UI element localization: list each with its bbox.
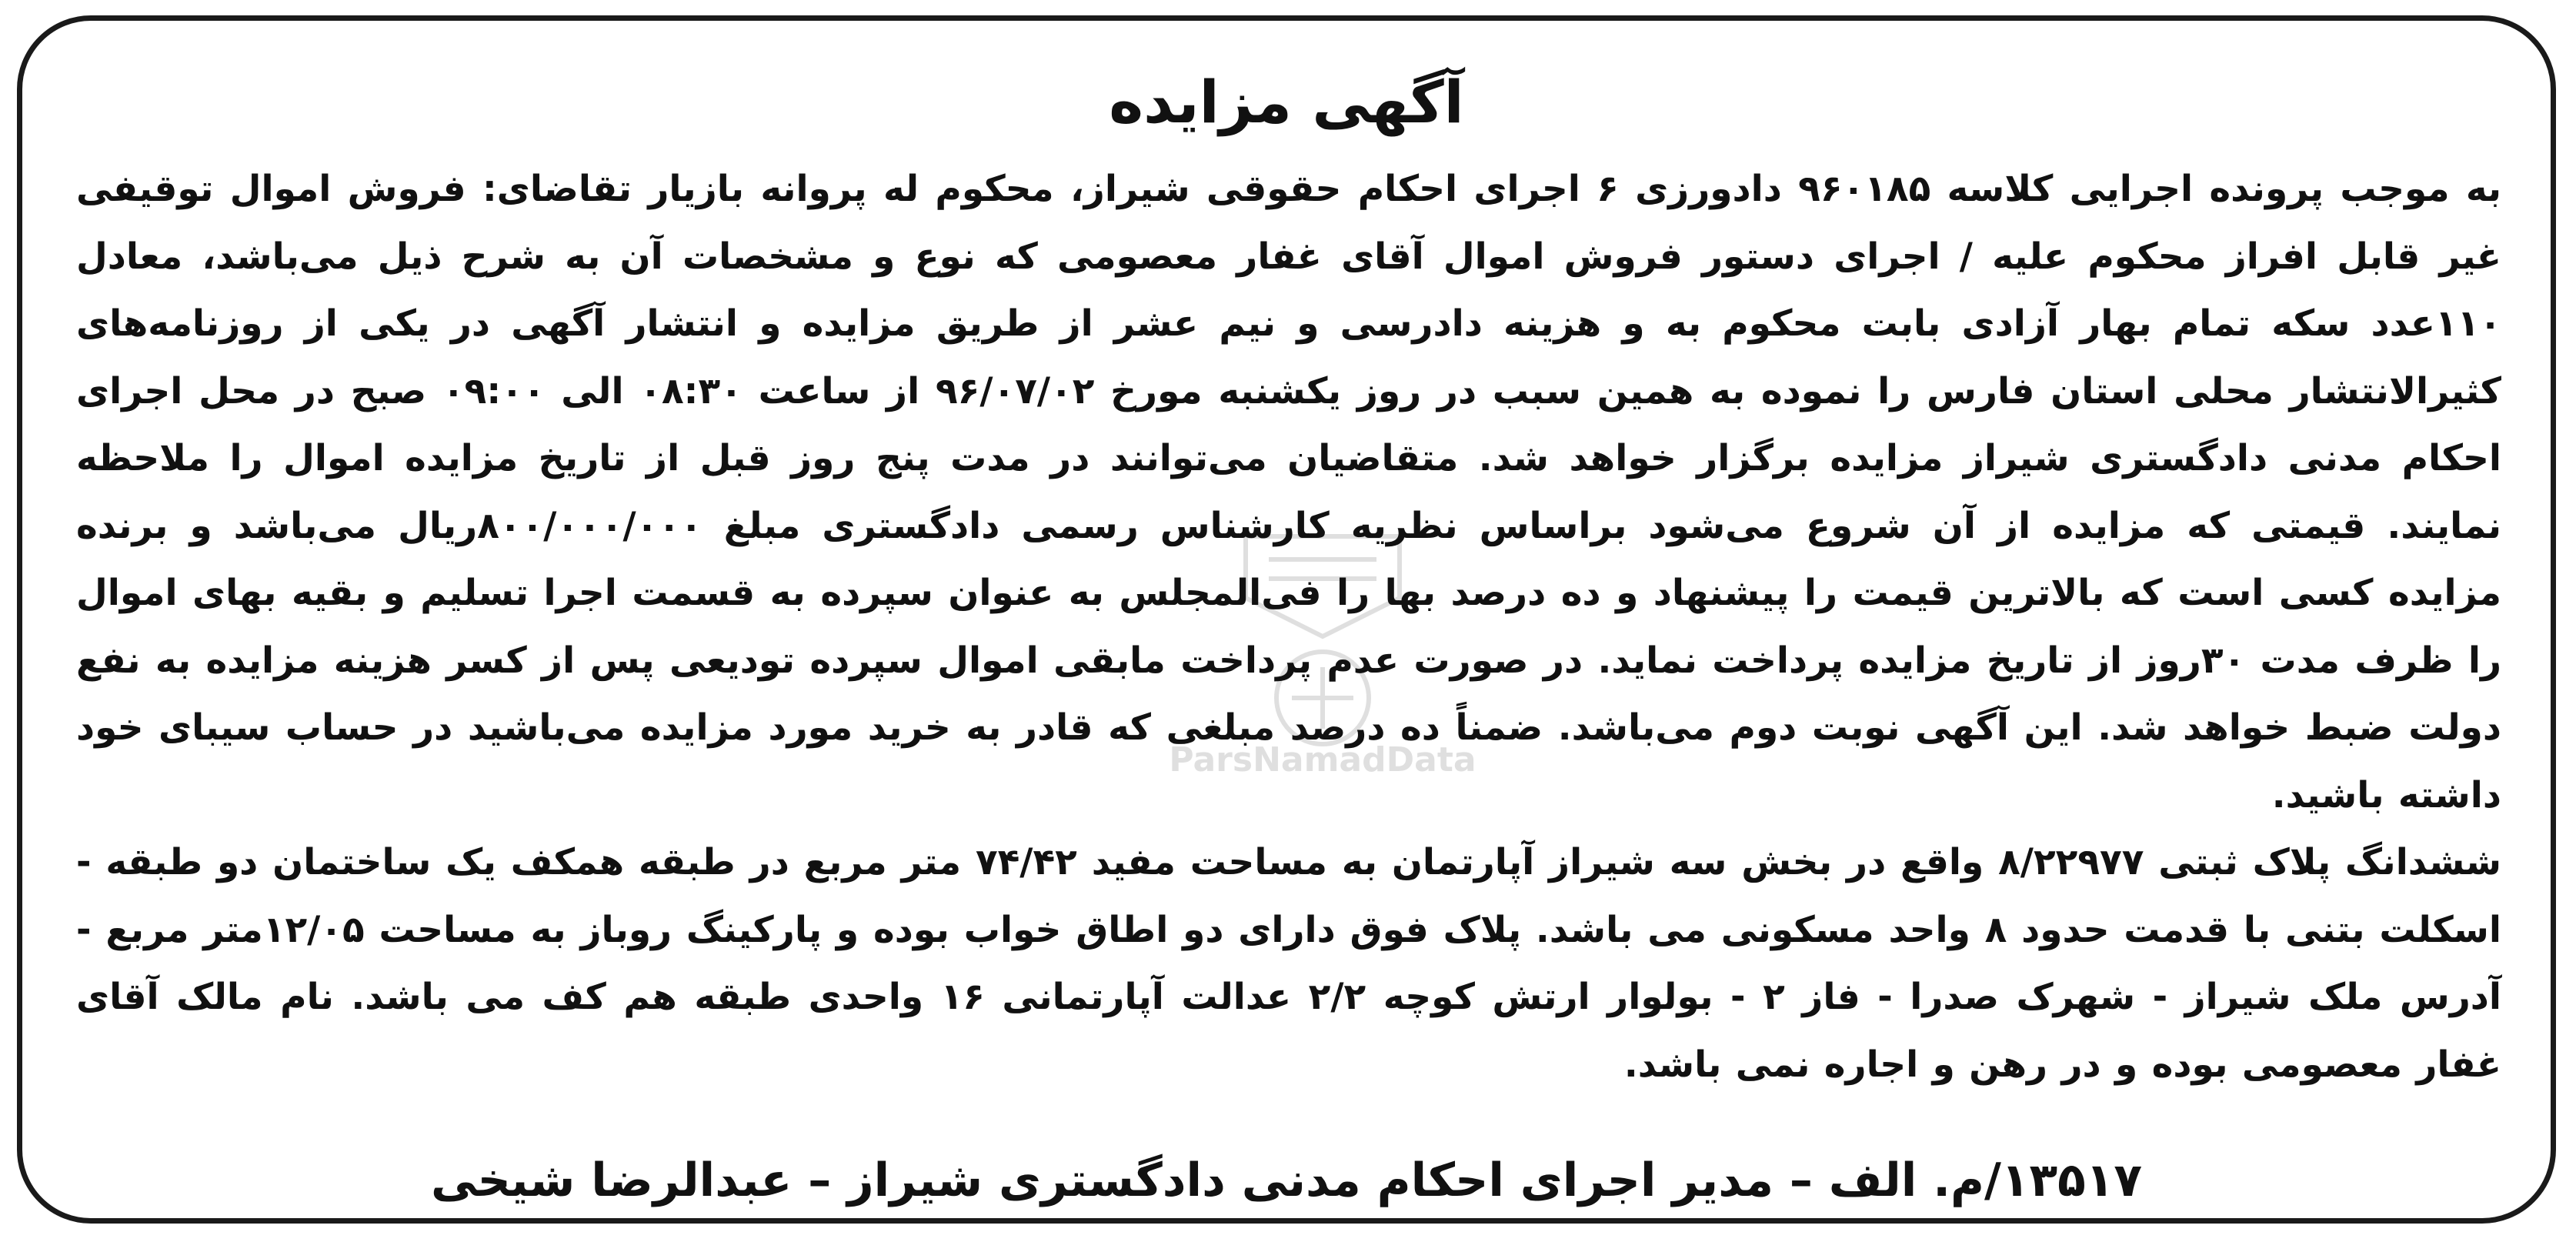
notice-body <box>76 155 2501 1098</box>
notice-paragraph-property-description: ششدانگ پلاک ثبتی ۸/۲۲۹۷۷ واقع در بخش سه شیراز آپارتمان به مساحت مفید ۷۴/۴۲ متر مربع در طبقه همکف یک ساختمان دو طبقه - اسکلت بتنی با قدمت حدود ۸ واحد مسکونی می باشد. پلاک فوق دارای دو اطاق خواب بوده و پارکینگ روباز به مساحت ۱۲/۰۵متر مربع - آدرس ملک شیراز - شهرک صدرا - فاز ۲ - بولوار ارتش کوچه ۲/۲ عدالت آپارتمانی ۱۶ واحدی طبقه هم کف می باشد. نام مالک آقای غفار معصومی بوده و در رهن و اجاره نمی باشد. <box>76 841 2502 1086</box>
notice-footer-signature: ۱۳۵۱۷/م. الف – مدیر اجرای احکام مدنی دادگستری شیراز – عبدالرضا شیخی <box>430 1154 2143 1207</box>
notice-frame <box>17 15 2556 1224</box>
notice-paragraph-auction-terms: به موجب پرونده اجرایی کلاسه ۹۶۰۱۸۵ دادورزی ۶ اجرای احکام حقوقی شیراز، محکوم له پروانه بازیار تقاضای: فروش اموال توقیفی غیر قابل افراز محکوم علیه / اجرای دستور فروش اموال آقای غفار معصومی که نوع و مشخصات آن به شرح ذیل می‌باشد، معادل ۱۱۰عدد سکه تمام بهار آزادی بابت محکوم به و هزینه دادرسی و نیم عشر از طریق مزایده و انتشار آگهی در یکی از روزنامه‌های کثیرالانتشار محلی استان فارس را نموده به همین سبب در روز یکشنبه مورخ ۹۶/۰۷/۰۲ از ساعت ۰۸:۳۰ الی ۰۹:۰۰ صبح در محل اجرای احکام مدنی دادگستری شیراز مزایده برگزار خواهد شد. متقاضیان می‌توانند در مدت پنج روز قبل از تاریخ مزایده اموال را ملاحظه نمایند. قیمتی که مزایده از آن شروع می‌شود براساس نظریه کارشناس رسمی دادگستری مبلغ ۸۰۰/۰۰۰/۰۰۰ریال می‌باشد و برنده مزایده کسی است که بالاترین قیمت را پیشنهاد و ده درصد بها را فی‌المجلس به عنوان سپرده به قسمت اجرا تسلیم و بقیه بهای اموال را ظرف مدت ۳۰روز از تاریخ مزایده پرداخت نماید. در صورت عدم پرداخت مابقی اموال سپرده تودیعی پس از کسر هزینه مزایده به نفع دولت ضبط خواهد شد. این آگهی نوبت دوم می‌باشد. ضمناً ده درصد مبلغی که قادر به خرید مورد مزایده می‌باشید در حساب سیبای خود داشته باشید. <box>76 168 2502 816</box>
watermark-text: ParsNamadData <box>1169 740 1477 780</box>
notice-title: آگهی مزایده <box>1109 68 1464 136</box>
